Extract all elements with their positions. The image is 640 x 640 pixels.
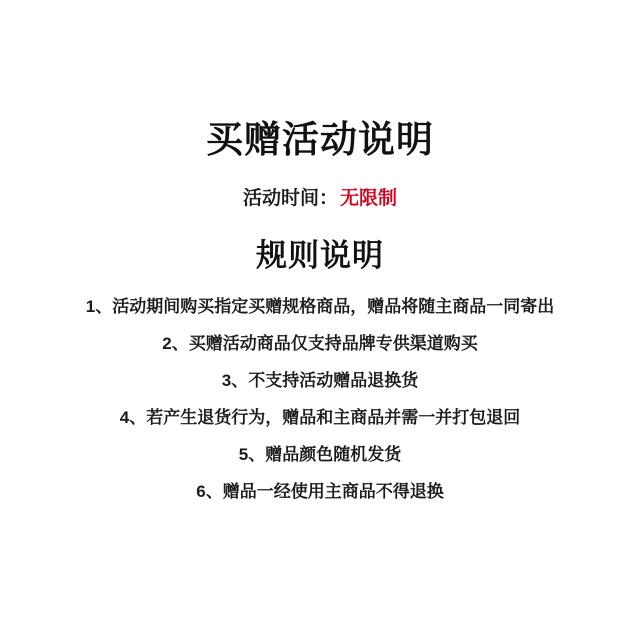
rule-item: 4、若产生退货行为，赠品和主商品并需一并打包退回 [119, 408, 521, 428]
page-title: 买赠活动说明 [206, 119, 434, 160]
rule-item: 5、赠品颜色随机发货 [238, 445, 402, 465]
rule-item: 6、赠品一经使用主商品不得退换 [196, 482, 444, 502]
activity-time-row [243, 188, 397, 211]
rules-list [0, 296, 640, 518]
activity-time-label: 活动时间： [242, 188, 338, 210]
rule-item: 3、不支持活动赠品退换货 [221, 371, 419, 391]
section-title-rules: 规则说明 [256, 238, 384, 274]
rule-item: 1、活动期间购买指定买赠规格商品，赠品将随主商品一同寄出 [85, 297, 555, 317]
rule-item: 2、买赠活动商品仅支持品牌专供渠道购买 [162, 334, 478, 354]
activity-time-value: 无限制 [340, 188, 398, 210]
